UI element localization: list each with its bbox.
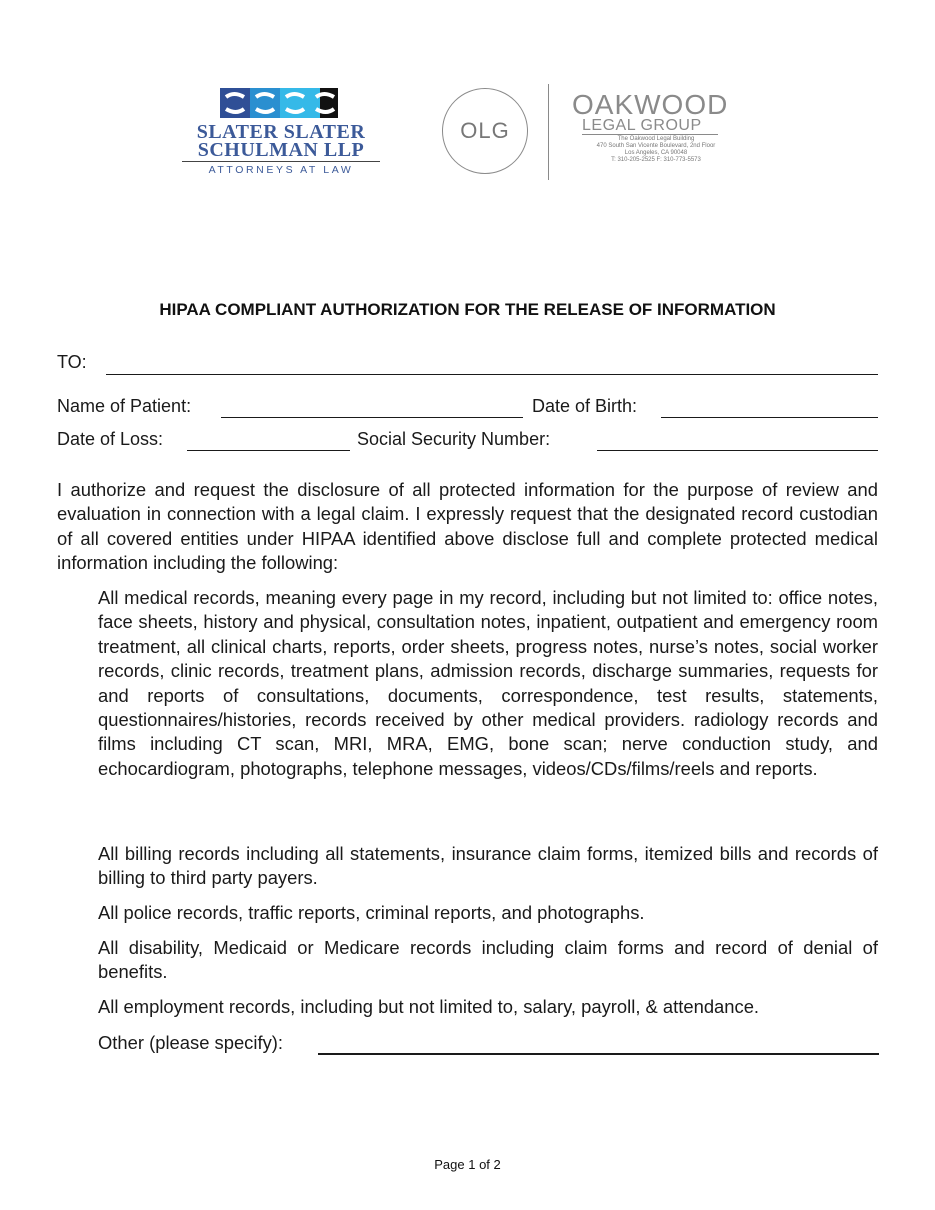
other-label: Other (please specify): <box>98 1032 284 1053</box>
date-of-loss-field[interactable] <box>187 450 350 451</box>
olg-monogram-icon <box>442 88 528 174</box>
name-of-patient-field[interactable] <box>221 417 523 418</box>
olg-name: OAKWOOD <box>572 89 729 120</box>
page-number: Page 1 of 2 <box>434 1157 501 1172</box>
date-of-birth-field[interactable] <box>661 417 878 418</box>
other-field[interactable] <box>318 1053 879 1055</box>
item-police-records: All police records, traffic reports, criminal reports, and photographs. <box>98 902 645 923</box>
ssn-field[interactable] <box>597 450 878 451</box>
ssn-label: Social Security Number: <box>357 429 551 449</box>
item-disability-records: All disability, Medicaid or Medicare records including claim forms and record of denial of benefits. <box>98 937 878 983</box>
sss-tagline: ATTORNEYS AT LAW <box>208 164 354 176</box>
olg-address <box>576 136 736 164</box>
item-employment-records: All employment records, including but not limited to, salary, payroll, & attendance. <box>98 996 760 1017</box>
logo-divider <box>548 84 549 180</box>
item-medical-records: All medical records, meaning every page in my record, including but not limited to: office notes, face sheets, history and physical, consultation notes, inpatient, outpatient and emergency room treatment, all clinical charts, reports, order sheets, progress notes, nurse’s notes, social worker records, clinic records, treatment plans, admission records, discharge summaries, requests for and reports of consultations, documents, correspondence, test results, statements, questionnaires/histories, records received by other medical providers. radiology records and films including CT scan, MRI, MRA, EMG, bone scan; nerve conduction study, and echocardiogram, photographs, telephone messages, videos/CDs/films/reels and reports. <box>98 587 878 779</box>
to-label: TO: <box>57 352 87 372</box>
olg-subname: LEGAL GROUP <box>582 118 718 135</box>
sss-name-line2: SCHULMAN LLP <box>197 139 365 161</box>
date-of-birth-label: Date of Birth: <box>532 396 638 416</box>
olg-address-line: The Oakwood Legal Building <box>617 136 695 142</box>
to-field[interactable] <box>106 374 878 375</box>
olg-monogram: OLG <box>460 118 510 143</box>
name-of-patient-label: Name of Patient: <box>57 396 192 416</box>
sss-divider <box>182 161 380 162</box>
olg-address-line: T: 310-205-2525 F: 310-773-5573 <box>611 157 701 163</box>
olg-address-line: 470 South San Vicente Boulevard, 2nd Floor <box>596 143 716 149</box>
slater-slater-schulman-logo <box>176 88 386 180</box>
oakwood-legal-group-logo <box>442 86 742 181</box>
item-billing-records: All billing records including all statements, insurance claim forms, itemized bills and records of billing to third party payers. <box>98 843 878 889</box>
sss-monogram-icon <box>220 88 338 118</box>
intro-paragraph: I authorize and request the disclosure of all protected information for the purpose of review and evaluation in connection with a legal claim. I expressly request that the designated record custodian of all covered entities under HIPAA identified above disclose full and complete protected medical information including the following: <box>57 479 878 574</box>
olg-address-line: Los Angeles, CA 90048 <box>624 150 688 156</box>
sss-name-line1: SLATER SLATER <box>196 121 366 143</box>
document-title: HIPAA COMPLIANT AUTHORIZATION FOR THE RELEASE OF INFORMATION <box>159 300 776 319</box>
date-of-loss-label: Date of Loss: <box>57 429 164 449</box>
